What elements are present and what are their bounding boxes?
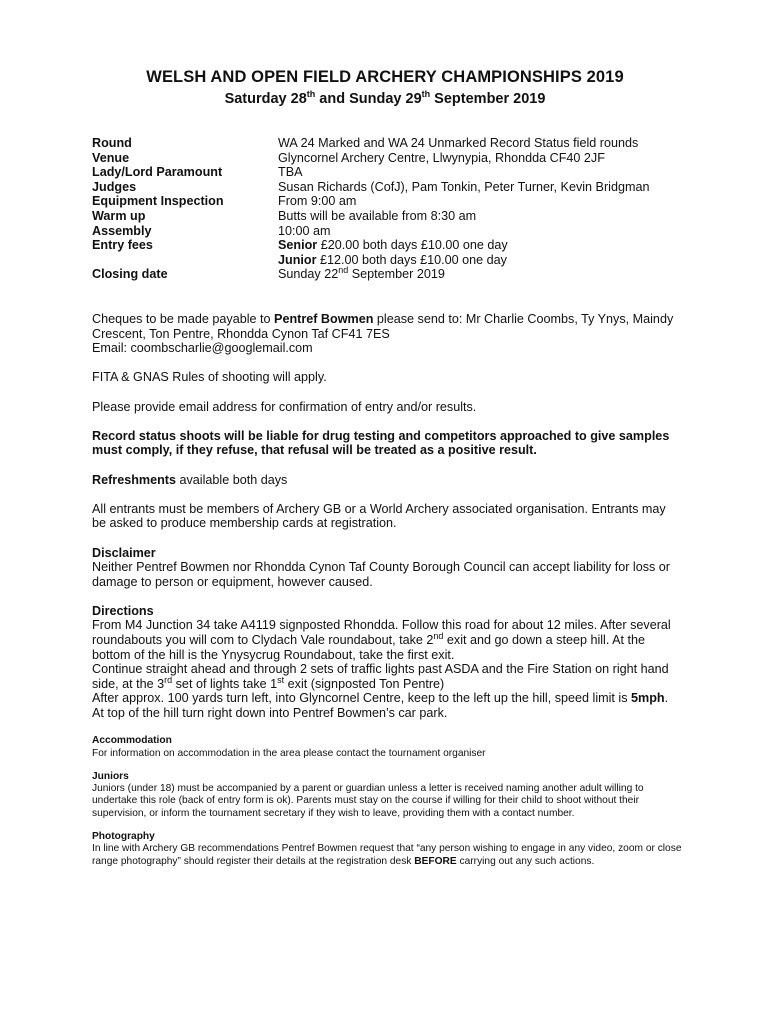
directions-p2c: exit (signposted Ton Pentre) — [284, 676, 445, 691]
document-subtitle — [0, 91, 770, 107]
paramount-row — [92, 165, 692, 180]
subtitle-post: September 2019 — [430, 91, 546, 107]
disclaimer-heading: Disclaimer — [92, 545, 156, 560]
senior-value: £20.00 both days £10.00 one day — [317, 238, 508, 253]
closing-value — [278, 267, 692, 282]
directions-p3b: . At top of the hill turn right down into Pentref Bowmen’s car park. — [92, 691, 669, 721]
senior-label: Senior — [278, 238, 318, 253]
juniors-text: Juniors (under 18) must be accompanied by a parent or guardian unless a letter is received naming another adult willing to undertake this role (back of entry form is ok). Parents must stay on the course if willing for their child to shoot without their supervision, or inform the tournament secretary if they wish to leave, providing them with a contact number. — [92, 783, 644, 819]
directions-p2b: set of lights take 1 — [172, 676, 278, 691]
cheques-paragraph — [92, 312, 682, 356]
subtitle-pre: Saturday 28 — [224, 91, 307, 107]
refreshments-paragraph — [92, 473, 682, 488]
paramount-value: TBA — [278, 165, 303, 180]
photography-section — [92, 831, 682, 868]
junior-label: Junior — [278, 252, 317, 267]
cheques-post: please send to: Mr Charlie Coombs, Ty Ynys, Maindy Crescent, Ton Pentre, Rhondda Cynon Taf CF41 7ES — [92, 312, 674, 341]
closing-post: September 2019 — [348, 267, 445, 282]
inspection-row — [92, 194, 692, 209]
directions-p3a: After approx. 100 yards turn left, into Glyncornel Centre, keep to the left up the hill, speed limit is — [92, 691, 632, 706]
membership-paragraph: All entrants must be members of Archery GB or a World Archery associated organisation. Entrants may be asked to produce membership cards at registration. — [92, 501, 666, 531]
directions-p1sup: nd — [433, 630, 444, 641]
directions-heading: Directions — [92, 603, 154, 618]
juniors-heading: Juniors — [92, 770, 129, 782]
refreshments-label: Refreshments — [92, 472, 176, 487]
assembly-row — [92, 224, 692, 239]
directions-p1b: exit and go down a steep hill. At the bottom of the hill is the Ynysycrug Roundabout, take the first exit. — [92, 633, 646, 662]
directions-p1a: From M4 Junction 34 take A4119 signposted Rhondda. Follow this road for about 12 miles. After several roundabouts you will com to Clydach Vale roundabout, take 2 — [92, 618, 671, 648]
email-note-paragraph: Please provide email address for confirmation of entry and/or results. — [92, 399, 477, 414]
assembly-value: 10:00 am — [278, 223, 331, 238]
fees-value — [278, 238, 692, 267]
judges-label: Judges — [92, 179, 137, 194]
closing-label: Closing date — [92, 267, 168, 282]
directions-section — [92, 604, 682, 721]
photography-pre: In line with Archery GB recommendations Pentref Bowmen request that “any person wishing to engage in any video, zoom or close range photography” should register their details at the registration desk — [92, 843, 682, 867]
closing-row — [92, 267, 692, 282]
cheques-pre: Cheques to be made payable to — [92, 312, 275, 326]
fees-label: Entry fees — [92, 238, 153, 253]
judges-value: Susan Richards (CofJ), Pam Tonkin, Peter Turner, Kevin Bridgman — [278, 179, 650, 194]
judges-row — [92, 180, 692, 195]
accommodation-section — [92, 735, 682, 760]
warmup-value: Butts will be available from 8:30 am — [278, 208, 477, 223]
rules-paragraph: FITA & GNAS Rules of shooting will apply. — [92, 370, 327, 385]
photography-bold: BEFORE — [414, 855, 457, 867]
directions-p3bold: 5mph — [631, 691, 665, 706]
subtitle-mid: and Sunday 29 — [315, 91, 422, 107]
cheques-email: Email: coombscharlie@googlemail.com — [92, 341, 313, 356]
accommodation-heading: Accommodation — [92, 735, 172, 747]
cheques-payee: Pentref Bowmen — [274, 312, 374, 326]
paramount-label: Lady/Lord Paramount — [92, 165, 223, 180]
event-details — [92, 136, 692, 282]
directions-p2a: Continue straight ahead and through 2 sets of traffic lights past ASDA and the Fire Station on right hand side, at the 3 — [92, 662, 669, 691]
document-title: WELSH AND OPEN FIELD ARCHERY CHAMPIONSHIPS 2019 — [146, 68, 624, 86]
inspection-label: Equipment Inspection — [92, 194, 224, 209]
subtitle-sup1: th — [306, 89, 316, 100]
venue-label: Venue — [92, 150, 130, 165]
accommodation-text: For information on accommodation in the area please contact the tournament organiser — [92, 747, 486, 759]
warmup-row — [92, 209, 692, 224]
directions-p2sup: rd — [164, 674, 173, 685]
senior-fee — [278, 238, 692, 253]
drug-testing-paragraph: Record status shoots will be liable for drug testing and competitors approached to give samples must comply, if they refuse, that refusal will be treated as a positive result. — [92, 428, 670, 458]
warmup-label: Warm up — [92, 208, 146, 223]
junior-value: £12.00 both days £10.00 one day — [316, 252, 507, 267]
photography-heading: Photography — [92, 831, 155, 842]
disclaimer-text: Neither Pentref Bowmen nor Rhondda Cynon Taf County Borough Council can accept liability for loss or damage to person or equipment, however caused. — [92, 560, 670, 589]
closing-pre: Sunday 22 — [278, 267, 339, 282]
juniors-section — [92, 771, 682, 820]
disclaimer-section — [92, 546, 682, 590]
round-label: Round — [92, 136, 132, 150]
round-row — [92, 136, 692, 151]
document-body — [92, 312, 682, 879]
assembly-label: Assembly — [92, 223, 152, 238]
subtitle-sup2: th — [421, 89, 431, 100]
inspection-value: From 9:00 am — [278, 194, 357, 209]
fees-row — [92, 238, 692, 267]
venue-value: Glyncornel Archery Centre, Llwynypia, Rhondda CF40 2JF — [278, 150, 605, 165]
directions-p2sup2: st — [277, 674, 285, 685]
photography-post: carrying out any such actions. — [456, 855, 595, 867]
venue-row — [92, 151, 692, 166]
closing-sup: nd — [338, 265, 349, 276]
round-value: WA 24 Marked and WA 24 Unmarked Record Status field rounds — [278, 136, 639, 150]
refreshments-text: available both days — [176, 472, 288, 487]
